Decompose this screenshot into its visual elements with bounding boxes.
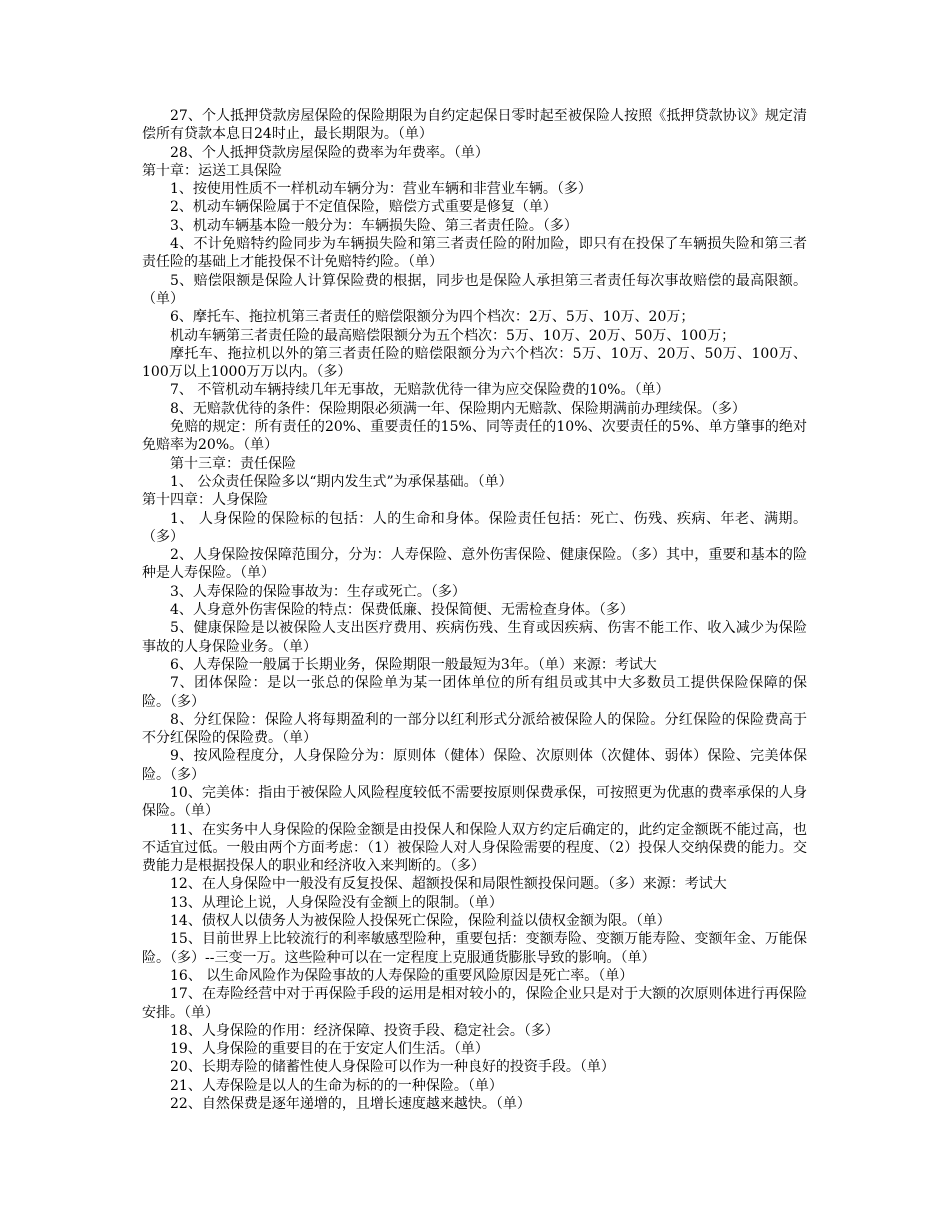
paragraph: 2、机动车辆保险属于不定值保险，赔偿方式重要是修复（单） <box>170 199 557 216</box>
paragraph: 1、 人身保险的保险标的包括：人的生命和身体。保险责任包括：死亡、伤残、疾病、年老、满期。（多） <box>142 510 807 545</box>
paragraph: 7、团体保险：是以一张总的保险单为某一团体单位的所有组员或其中大多数员工提供保险保障的保险。（多） <box>142 675 807 710</box>
paragraph: 15、目前世界上比较流行的利率敏感型险种，重要包括：变额寿险、变额万能寿险、变额年金、万能保险。（多）--三变一万。这些险种可以在一定程度上克服通货膨胀导致的影响。（单） <box>142 931 807 966</box>
paragraph: 1、按使用性质不一样机动车辆分为：营业车辆和非营业车辆。（多） <box>170 181 592 198</box>
paragraph: 8、分红保险：保险人将每期盈利的一部分以红利形式分派给被保险人的保险。分红保险的保险费高于不分红保险的保险费。（单） <box>142 711 807 747</box>
paragraph: 7、 不管机动车辆持续几年无事故，无赔款优待一律为应交保险费的10%。（单） <box>170 382 670 399</box>
paragraph: 3、机动车辆基本险一般分为：车辆损失险、第三者责任险。（多） <box>170 217 578 234</box>
paragraph: 14、债权人以债务人为被保险人投保死亡保险，保险利益以债权金额为限。（单） <box>170 913 671 930</box>
paragraph: 12、在人身保险中一般没有反复投保、超额投保和局限性额投保问题。（多）来源：考试大 <box>170 876 727 893</box>
paragraph: 1、 公众责任保险多以“期内发生式”为承保基础。（单） <box>170 473 513 490</box>
chapter-heading: 第十四章：人身保险 <box>142 492 268 509</box>
chapter-heading: 第十章：运送工具保险 <box>142 162 282 179</box>
paragraph: 10、完美体：指由于被保险人风险程度较低不需要按原则保费承保，可按照更为优惠的费率承保的人身保险。（单） <box>142 784 807 820</box>
paragraph: 3、人寿保险的保险事故为：生存或死亡。（多） <box>170 583 466 600</box>
paragraph: 第十三章：责任保险 <box>170 455 296 472</box>
document-body <box>142 107 807 1113</box>
paragraph: 13、从理论上说，人身保险没有金额上的限制。（单） <box>170 894 503 911</box>
paragraph: 6、摩托车、拖拉机第三者责任的赔偿限额分为四个档次：2万、5万、10万、20万； <box>170 309 695 326</box>
paragraph: 免赔的规定：所有责任的20%、重要责任的15%、同等责任的10%、次要责任的5%、单方肇事的绝对免赔率为20%。（单） <box>142 419 807 454</box>
paragraph: 6、人寿保险一般属于长期业务，保险期限一般最短为3年。（单）来源：考试大 <box>170 656 657 673</box>
paragraph: 22、自然保费是逐年递增的，且增长速度越来越快。（单） <box>170 1096 531 1113</box>
paragraph: 27、个人抵押贷款房屋保险的保险期限为自约定起保日零时起至被保险人按照《抵押贷款协议》规定清偿所有贷款本息日24时止，最长期限为。（单） <box>142 108 807 143</box>
paragraph: 20、长期寿险的储蓄性使人身保险可以作为一种良好的投资手段。（单） <box>170 1059 615 1076</box>
paragraph: 18、人身保险的作用：经济保障、投资手段、稳定社会。（多） <box>170 1022 559 1039</box>
paragraph: 8、无赔款优待的条件：保险期限必须满一年、保险期内无赔款、保险期满前办理续保。（多） <box>170 400 746 417</box>
paragraph: 19、人身保险的重要目的在于安定人们生活。（单） <box>170 1041 489 1058</box>
paragraph: 4、人身意外伤害保险的特点：保费低廉、投保简便、无需检查身体。（多） <box>170 602 634 619</box>
paragraph: 17、在寿险经营中对于再保险手段的运用是相对较小的，保险企业只是对于大额的次原则体进行再保险安排。（单） <box>142 986 807 1021</box>
paragraph: 5、健康保险是以被保险人支出医疗费用、疾病伤残、生育或因疾病、伤害不能工作、收入减少为保险事故的人身保险业务。（单） <box>142 620 807 655</box>
paragraph: 4、不计免赔特约险同步为车辆损失险和第三者责任险的附加险，即只有在投保了车辆损失险和第三者责任险的基础上才能投保不计免赔特约险。（单） <box>142 236 807 271</box>
paragraph: 9、按风险程度分，人身保险分为：原则体（健体）保险、次原则体（次健体、弱体）保险、完美体保险。（多） <box>142 748 807 783</box>
paragraph: 21、人寿保险是以人的生命为标的的一种保险。（单） <box>170 1077 503 1094</box>
paragraph: 机动车辆第三者责任险的最高赔偿限额分为五个档次：5万、10万、20万、50万、100万； <box>170 327 736 344</box>
paragraph: 摩托车、拖拉机以外的第三者责任险的赔偿限额分为六个档次：5万、10万、20万、50万、100万、100万以上1000万万以内。（多） <box>142 345 807 381</box>
paragraph: 2、人身保险按保障范围分，分为：人寿保险、意外伤害保险、健康保险。（多）其中，重要和基本的险种是人寿保险。（单） <box>142 547 807 582</box>
paragraph: 11、在实务中人身保险的保险金额是由投保人和保险人双方约定后确定的，此约定金额既不能过高，也不适宜过低。一般由两个方面考虑：（1）被保险人对人身保险需要的程度、（2）投保人交纳保费的能力。交费能力是根据投保人的职业和经济收入来判断的。（多） <box>142 821 807 875</box>
paragraph: 16、 以生命风险作为保险事故的人寿保险的重要风险原因是死亡率。（单） <box>170 967 634 984</box>
paragraph: 28、个人抵押贷款房屋保险的费率为年费率。（单） <box>170 144 489 161</box>
paragraph: 5、赔偿限额是保险人计算保险费的根据，同步也是保险人承担第三者责任每次事故赔偿的最高限额。（单） <box>142 272 807 307</box>
